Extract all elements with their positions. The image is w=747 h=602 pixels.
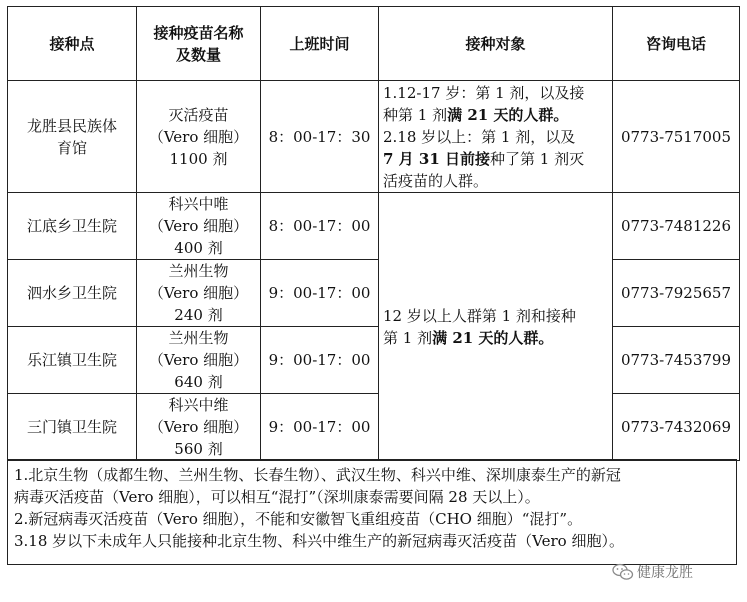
table-row [8, 81, 740, 193]
phone-cell: 0773-7432069 [613, 394, 740, 461]
header-hours: 上班时间 [261, 7, 379, 81]
note-line: 1.北京生物（成都生物、兰州生物、长春生物）、武汉生物、科兴中维、深圳康泰生产的新冠 [14, 466, 621, 484]
notes-box [7, 459, 737, 565]
table-row [8, 327, 740, 394]
hours-cell: 9：00-17：00 [261, 327, 379, 394]
hours-cell: 9：00-17：00 [261, 394, 379, 461]
header-site: 接种点 [8, 7, 137, 81]
header-row [8, 7, 740, 81]
phone-cell: 0773-7517005 [613, 81, 740, 193]
phone-cell: 0773-7453799 [613, 327, 740, 394]
note-line: 病毒灭活疫苗（Vero 细胞），可以相互“混打”（深圳康泰需要间隔 28 天以上）。 [14, 488, 540, 506]
vaccination-table [7, 6, 740, 461]
table-row [8, 260, 740, 327]
site-cell: 江底乡卫生院 [8, 193, 137, 260]
hours-cell: 8：00-17：30 [261, 81, 379, 193]
header-target: 接种对象 [379, 7, 613, 81]
watermark-text: 健康龙胜 [637, 565, 693, 581]
wechat-icon [612, 563, 634, 581]
vaccine-cell: 科兴中维 （Vero 细胞） 560 剂 [137, 394, 261, 461]
phone-cell: 0773-7481226 [613, 193, 740, 260]
phone-cell: 0773-7925657 [613, 260, 740, 327]
vaccine-cell: 科兴中唯 （Vero 细胞） 400 剂 [137, 193, 261, 260]
shared-target-cell: 12 岁以上人群第 1 剂和接种 第 1 剂满 21 天的人群。 [379, 193, 613, 461]
site-cell: 龙胜县民族体 育馆 [8, 81, 137, 193]
table-row [8, 193, 740, 260]
vaccine-cell: 兰州生物 （Vero 细胞） 640 剂 [137, 327, 261, 394]
site-cell: 三门镇卫生院 [8, 394, 137, 461]
hours-cell: 8：00-17：00 [261, 193, 379, 260]
site-cell: 乐江镇卫生院 [8, 327, 137, 394]
watermark [612, 561, 693, 583]
target-cell: 1.12-17 岁：第 1 剂，以及接 种第 1 剂满 21 天的人群。 2.18 岁以上：第 1 剂，以及 7 月 31 日前接种了第 1 剂灭 活疫苗的人群。 [379, 81, 613, 193]
vaccine-cell: 兰州生物 （Vero 细胞） 240 剂 [137, 260, 261, 327]
header-vaccine: 接种疫苗名称 及数量 [137, 7, 261, 81]
note-line: 2.新冠病毒灭活疫苗（Vero 细胞），不能和安徽智飞重组疫苗（CHO 细胞）“混打”。 [14, 510, 583, 528]
hours-cell: 9：00-17：00 [261, 260, 379, 327]
header-phone: 咨询电话 [613, 7, 740, 81]
vaccine-cell: 灭活疫苗 （Vero 细胞） 1100 剂 [137, 81, 261, 193]
note-line: 3.18 岁以下未成年人只能接种北京生物、科兴中维生产的新冠病毒灭活疫苗（Vero 细胞）。 [14, 532, 624, 550]
site-cell: 泗水乡卫生院 [8, 260, 137, 327]
table-row [8, 394, 740, 461]
